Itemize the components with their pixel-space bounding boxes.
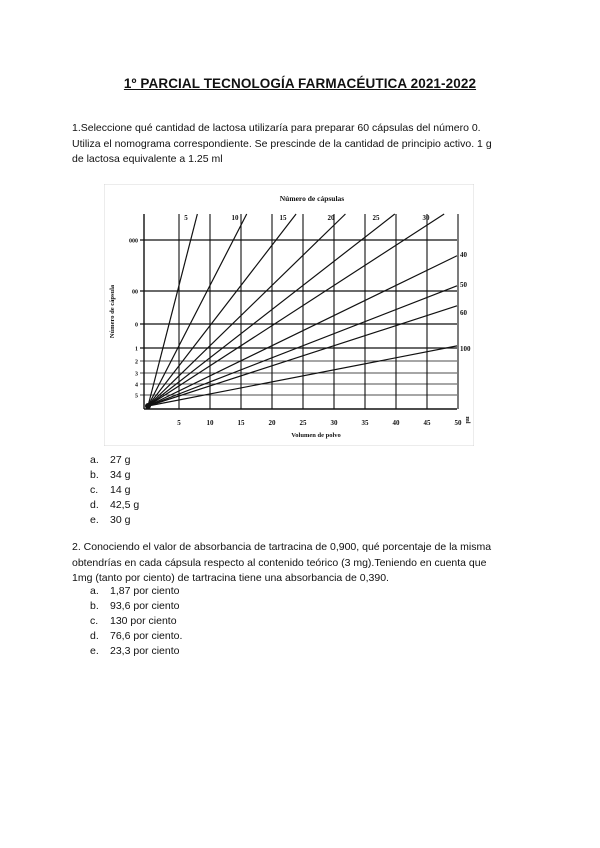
- series-right-label: 100: [460, 345, 471, 353]
- series-top-label: 10: [231, 214, 239, 222]
- focal-point: [145, 403, 151, 409]
- option-a[interactable]: [90, 584, 182, 599]
- option-text: 30 g: [110, 514, 131, 526]
- question-1-line: Utiliza el nomograma correspondiente. Se prescinde de la cantidad de principio activo. 1 g: [72, 137, 492, 150]
- capsule-size-label: 3: [135, 371, 138, 378]
- capsule-size-label: 4: [135, 382, 138, 389]
- option-d[interactable]: [90, 629, 182, 644]
- x-tick-label: 40: [392, 419, 400, 427]
- x-tick-label: 25: [299, 419, 307, 427]
- option-e[interactable]: [90, 513, 139, 528]
- option-text: 1,87 por ciento: [110, 585, 180, 597]
- option-letter: b.: [90, 600, 99, 612]
- series-right-label: 40: [460, 251, 467, 259]
- y-axis-label-group: [109, 284, 116, 338]
- option-c[interactable]: [90, 483, 139, 498]
- x-tick-label: 45: [423, 419, 431, 427]
- question-2-line: 1mg (tanto por ciento) de tartracina tiene una absorbancia de 0,390.: [72, 572, 389, 584]
- series-top-label: 15: [279, 214, 287, 222]
- capsule-size-label: 00: [132, 289, 138, 296]
- question-1-options: [90, 453, 139, 528]
- capsule-size-label: 5: [135, 393, 138, 400]
- option-d[interactable]: [90, 498, 139, 513]
- question-2-options: [90, 584, 182, 659]
- option-text: 27 g: [110, 454, 131, 466]
- option-text: 14 g: [110, 484, 131, 496]
- option-e[interactable]: [90, 644, 182, 659]
- x-tick-label: 15: [237, 419, 245, 427]
- x-tick-label: 20: [268, 419, 276, 427]
- nomogram-chart: [104, 184, 474, 446]
- series-top-label: 30: [422, 214, 430, 222]
- question-2-line: obtendrías en cada cápsula respecto al contenido teórico (3 mg).Teniendo en cuenta que: [72, 556, 487, 569]
- series-top-label: 20: [327, 214, 335, 222]
- series-right-label: 60: [460, 309, 467, 317]
- option-text: 93,6 por ciento: [110, 600, 180, 612]
- capsule-size-label: 2: [135, 359, 138, 366]
- option-text: 76,6 por ciento.: [110, 630, 183, 642]
- x-axis-label: Volumen de polvo: [291, 432, 341, 439]
- option-letter: a.: [90, 454, 99, 466]
- chart-title: Número de cápsulas: [279, 194, 345, 203]
- option-a[interactable]: [90, 453, 139, 468]
- x-tick-label: 50: [454, 419, 462, 427]
- question-2-text: [72, 540, 542, 587]
- capsule-size-label: 1: [135, 346, 138, 353]
- option-text: 130 por ciento: [110, 615, 177, 627]
- question-1-line: de lactosa equivalente a 1.25 ml: [72, 153, 223, 165]
- x-tick-label: 5: [177, 419, 181, 427]
- x-tick-label: 35: [361, 419, 369, 427]
- question-2-line: 2. Conociendo el valor de absorbancia de tartracina de 0,900, qué porcentaje de la misma: [72, 541, 492, 553]
- option-letter: d.: [90, 499, 99, 511]
- option-c[interactable]: [90, 614, 182, 629]
- question-1-line: 1.Seleccione qué cantidad de lactosa utilizaría para preparar 60 cápsulas del número 0.: [72, 122, 481, 134]
- capsule-size-label: 000: [129, 238, 138, 245]
- option-letter: d.: [90, 630, 99, 642]
- option-letter: c.: [90, 615, 99, 627]
- option-letter: e.: [90, 645, 99, 657]
- series-top-label: 5: [184, 214, 188, 222]
- question-1-text: [72, 121, 542, 168]
- option-b[interactable]: [90, 468, 139, 483]
- page-title: 1º PARCIAL TECNOLOGÍA FARMACÉUTICA 2021-2022: [123, 76, 477, 91]
- option-letter: e.: [90, 514, 99, 526]
- option-text: 34 g: [110, 469, 131, 481]
- capsule-size-label: 0: [135, 322, 138, 329]
- option-text: 23,3 por ciento: [110, 645, 180, 657]
- option-letter: a.: [90, 585, 99, 597]
- y-axis-label: Número de cápsula: [109, 284, 116, 339]
- series-right-label: 50: [460, 281, 467, 289]
- option-letter: c.: [90, 484, 99, 496]
- x-tick-label: 10: [206, 419, 214, 427]
- option-b[interactable]: [90, 599, 182, 614]
- x-unit-label-group: [464, 416, 471, 423]
- x-unit-label: ml: [464, 416, 471, 424]
- option-text: 42,5 g: [110, 499, 140, 511]
- x-tick-label: 30: [330, 419, 338, 427]
- option-letter: b.: [90, 469, 99, 481]
- series-top-label: 25: [372, 214, 380, 222]
